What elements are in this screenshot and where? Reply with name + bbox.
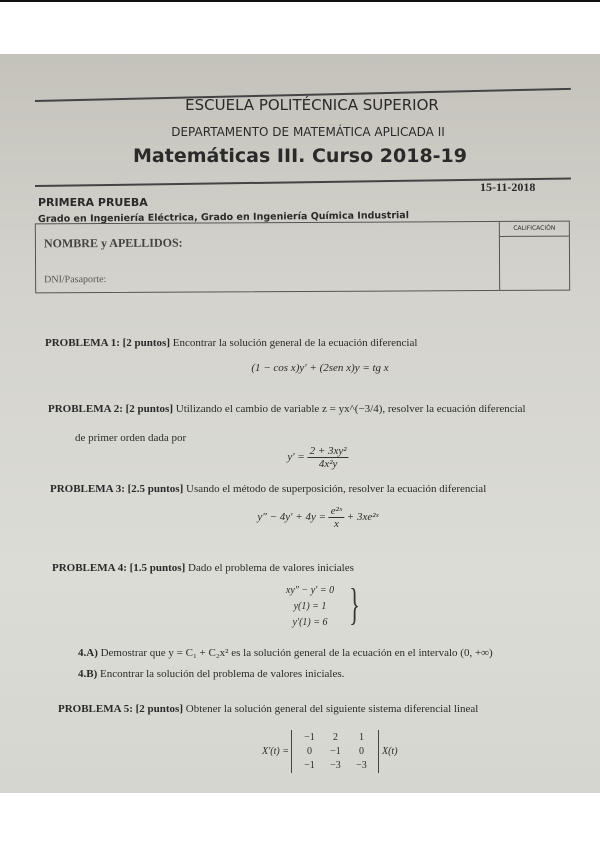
exam-date: 15-11-2018 — [480, 180, 536, 194]
matrix-cell: 0 — [306, 746, 312, 757]
problem-4 — [52, 562, 354, 574]
problem-title: PROBLEMA 3: [2.5 puntos] — [50, 483, 184, 495]
problem-title: PROBLEMA 2: [2 puntos] — [48, 403, 173, 415]
problem-5 — [58, 703, 478, 715]
problem-text: Dado el problema de valores iniciales — [188, 562, 354, 574]
fraction — [329, 505, 344, 530]
problem-1 — [45, 337, 417, 349]
problem-title: PROBLEMA 5: [2 puntos] — [58, 703, 183, 715]
matrix-cell: 1 — [358, 732, 364, 743]
denominator: 4x²y — [318, 458, 338, 470]
problem-4b — [78, 668, 344, 680]
equation-lhs: X′(t) = — [262, 745, 289, 757]
degree-list: Grado en Ingeniería Eléctrica, Grado en Ingeniería Química Industrial — [37, 210, 409, 225]
problem-title: PROBLEMA 1: [2 puntos] — [45, 337, 170, 349]
fraction — [308, 445, 349, 470]
matrix-cell: −3 — [330, 760, 341, 771]
problem-text: Usando el método de superposición, resolver la ecuación diferencial — [186, 483, 487, 495]
matrix-cell: 2 — [332, 732, 338, 743]
problem-title: PROBLEMA 4: [1.5 puntos] — [52, 562, 186, 574]
problem-text: Obtener la solución general del siguiente sistema diferencial lineal — [185, 703, 479, 715]
problem-text: Utilizando el cambio de variable z = yx^(−3/4), resolver la ecuación diferencial — [175, 403, 526, 415]
equation-lhs: y′ = — [287, 451, 305, 464]
matrix-cell: −1 — [304, 760, 315, 771]
problem-1-equation: (1 − cos x)y′ + (2sen x)y = tg x — [251, 362, 389, 374]
problem-3 — [50, 483, 486, 495]
matrix-cell: −3 — [356, 760, 367, 771]
system-brace: } — [349, 580, 360, 629]
coefficient-matrix — [291, 730, 379, 773]
course-title: Matemáticas III. Curso 2018-19 — [133, 145, 467, 167]
grade-label: CALIFICACIÓN — [500, 222, 569, 237]
matrix-cell: −1 — [330, 746, 341, 757]
part-text: Demostrar que y = C₁ + C₂x² es la solución general de la ecuación en el intervalo (0, +∞) — [100, 647, 493, 659]
matrix-cell: 0 — [358, 746, 364, 757]
numerator: e²ˣ — [330, 505, 343, 517]
matrix-cell: −1 — [304, 732, 315, 743]
id-label: DNI/Pasaporte: — [44, 274, 107, 286]
equation-rhs: + 3xe²ˣ — [346, 511, 379, 524]
part-label: 4.A) — [78, 647, 98, 659]
problem-2-equation — [287, 445, 348, 470]
exam-name: PRIMERA PRUEBA — [38, 196, 148, 209]
department-name: DEPARTAMENTO DE MATEMÁTICA APLICADA II — [171, 125, 445, 139]
problem-2-text-continued: de primer orden dada por — [75, 432, 187, 444]
student-info-box — [35, 221, 570, 294]
problem-text: Encontrar la solución general de la ecuación diferencial — [172, 337, 418, 349]
denominator: x — [333, 518, 339, 530]
equation-rhs: X(t) — [381, 745, 398, 757]
name-label: NOMBRE y APELLIDOS: — [43, 235, 183, 251]
problem-4a — [78, 647, 493, 659]
problem-3-equation — [257, 505, 378, 530]
system-condition: y′(1) = 6 — [292, 617, 328, 628]
top-border — [0, 0, 600, 2]
school-name: ESCUELA POLITÉCNICA SUPERIOR — [185, 96, 439, 114]
numerator: 2 + 3xy² — [309, 445, 347, 457]
system-condition: y(1) = 1 — [293, 601, 327, 612]
equation-lhs: y″ − 4y′ + 4y = — [257, 511, 327, 524]
initial-value-system — [280, 583, 340, 631]
grade-cell — [499, 222, 569, 290]
system-equation: xy″ − y′ = 0 — [285, 585, 335, 596]
problem-2 — [48, 403, 526, 415]
part-text: Encontrar la solución del problema de valores iniciales. — [100, 668, 345, 680]
problem-5-equation — [262, 730, 398, 773]
part-label: 4.B) — [78, 668, 98, 680]
